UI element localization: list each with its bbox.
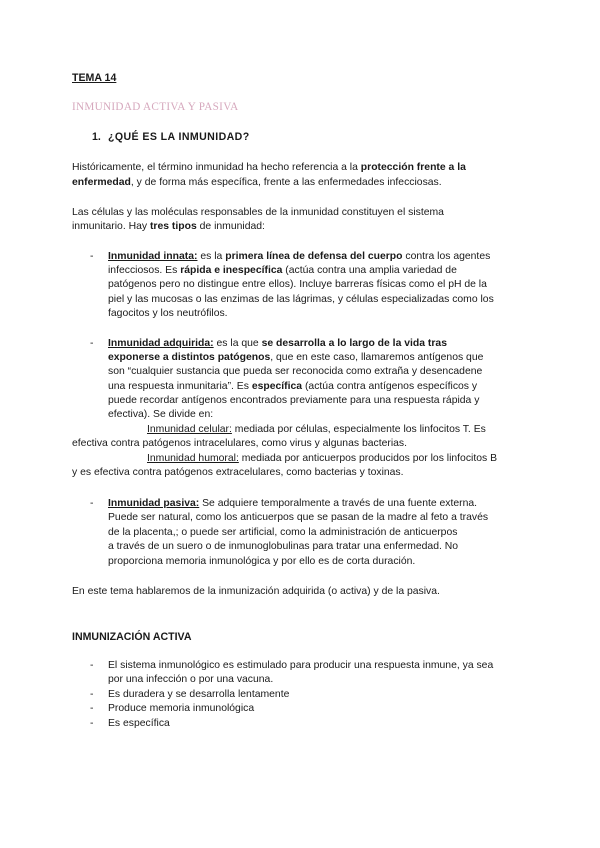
adquirida-line4: una respuesta inmunitaria”. Es específica (actúa contra antígenos específicos y	[108, 381, 478, 392]
tema-heading: TEMA 14	[72, 72, 117, 84]
list-item-bullet: -	[90, 718, 94, 729]
list-item: Produce memoria inmunológica	[108, 703, 255, 714]
humoral-line1: Inmunidad humoral: mediada por anticuerpos producidos por los linfocitos B	[147, 453, 498, 464]
celular-line1: Inmunidad celular: mediada por células, especialmente los linfocitos T. Es	[147, 424, 486, 435]
closing-paragraph: En este tema hablaremos de la inmunización adquirida (o activa) y de la pasiva.	[72, 586, 440, 597]
document-subtitle: INMUNIDAD ACTIVA Y PASIVA	[72, 101, 239, 113]
pasiva-line4: a través de un suero o de inmunoglobulinas para tratar una enfermedad. No	[108, 541, 459, 552]
pasiva-line3: de la placenta,; o puede ser artificial, como la administración de anticuerpos	[108, 527, 458, 538]
adquirida-line3: son “cualquier sustancia que pueda ser reconocida como extraña y desencadene	[108, 366, 483, 377]
list-item-bullet: -	[90, 703, 94, 714]
list-item: El sistema inmunológico es estimulado para producir una respuesta inmune, ya sea	[108, 660, 494, 671]
intro-p2-line1: Las células y las moléculas responsables de la inmunidad constituyen el sistema	[72, 207, 444, 218]
section1-number: 1.	[92, 131, 101, 143]
humoral-line2: y es efectiva contra patógenos extracelulares, como bacterias y toxinas.	[72, 467, 404, 478]
innata-line1: Inmunidad innata: es la primera línea de defensa del cuerpo contra los agentes	[108, 251, 491, 262]
pasiva-line2: Puede ser natural, como los anticuerpos que se pasan de la madre al feto a través	[108, 512, 489, 523]
pasiva-line1: Inmunidad pasiva: Se adquiere temporalmente a través de una fuente externa.	[108, 498, 478, 509]
section2-title: INMUNIZACIÓN ACTIVA	[72, 631, 192, 643]
innata-line2: infecciosos. Es rápida e inespecífica (actúa contra una amplia variedad de	[108, 265, 457, 276]
innata-bullet: -	[90, 251, 94, 262]
innata-line5: fagocitos y los neutrófilos.	[108, 308, 228, 319]
intro-p1-line1: Históricamente, el término inmunidad ha hecho referencia a la protección frente a la	[72, 162, 466, 173]
innata-line3: patógenos pero no distingue entre ellos). Incluye barreras físicas como el pH de la	[108, 279, 487, 290]
list-item-continuation: por una infección o por una vacuna.	[108, 674, 274, 685]
list-item: Es duradera y se desarrolla lentamente	[108, 689, 290, 700]
list-item-bullet: -	[90, 689, 94, 700]
pasiva-bullet: -	[90, 498, 94, 509]
section1-title: ¿QUÉ ES LA INMUNIDAD?	[108, 131, 250, 143]
intro-p1-line2: enfermedad, y de forma más específica, frente a las enfermedades infecciosas.	[72, 177, 442, 188]
list-item: Es específica	[108, 718, 170, 729]
adquirida-line1: Inmunidad adquirida: es la que se desarrolla a lo largo de la vida tras	[108, 338, 447, 349]
adquirida-line6: efectiva). Se divide en:	[108, 409, 214, 420]
pasiva-line5: proporciona memoria inmunológica y por ello es de corta duración.	[108, 556, 416, 567]
adquirida-line5: puede recordar antígenos encontrados previamente para una respuesta rápida y	[108, 395, 480, 406]
adquirida-line2: exponerse a distintos patógenos, que en este caso, llamaremos antígenos que	[108, 352, 484, 363]
list-item-bullet: -	[90, 660, 94, 671]
innata-line4: piel y las mucosas o las enzimas de las lágrimas, y células especializadas como los	[108, 294, 494, 305]
intro-p2-line2: inmunitario. Hay tres tipos de inmunidad:	[72, 221, 265, 232]
celular-line2: efectiva contra patógenos intracelulares, como virus y algunas bacterias.	[72, 438, 407, 449]
adquirida-bullet: -	[90, 338, 94, 349]
